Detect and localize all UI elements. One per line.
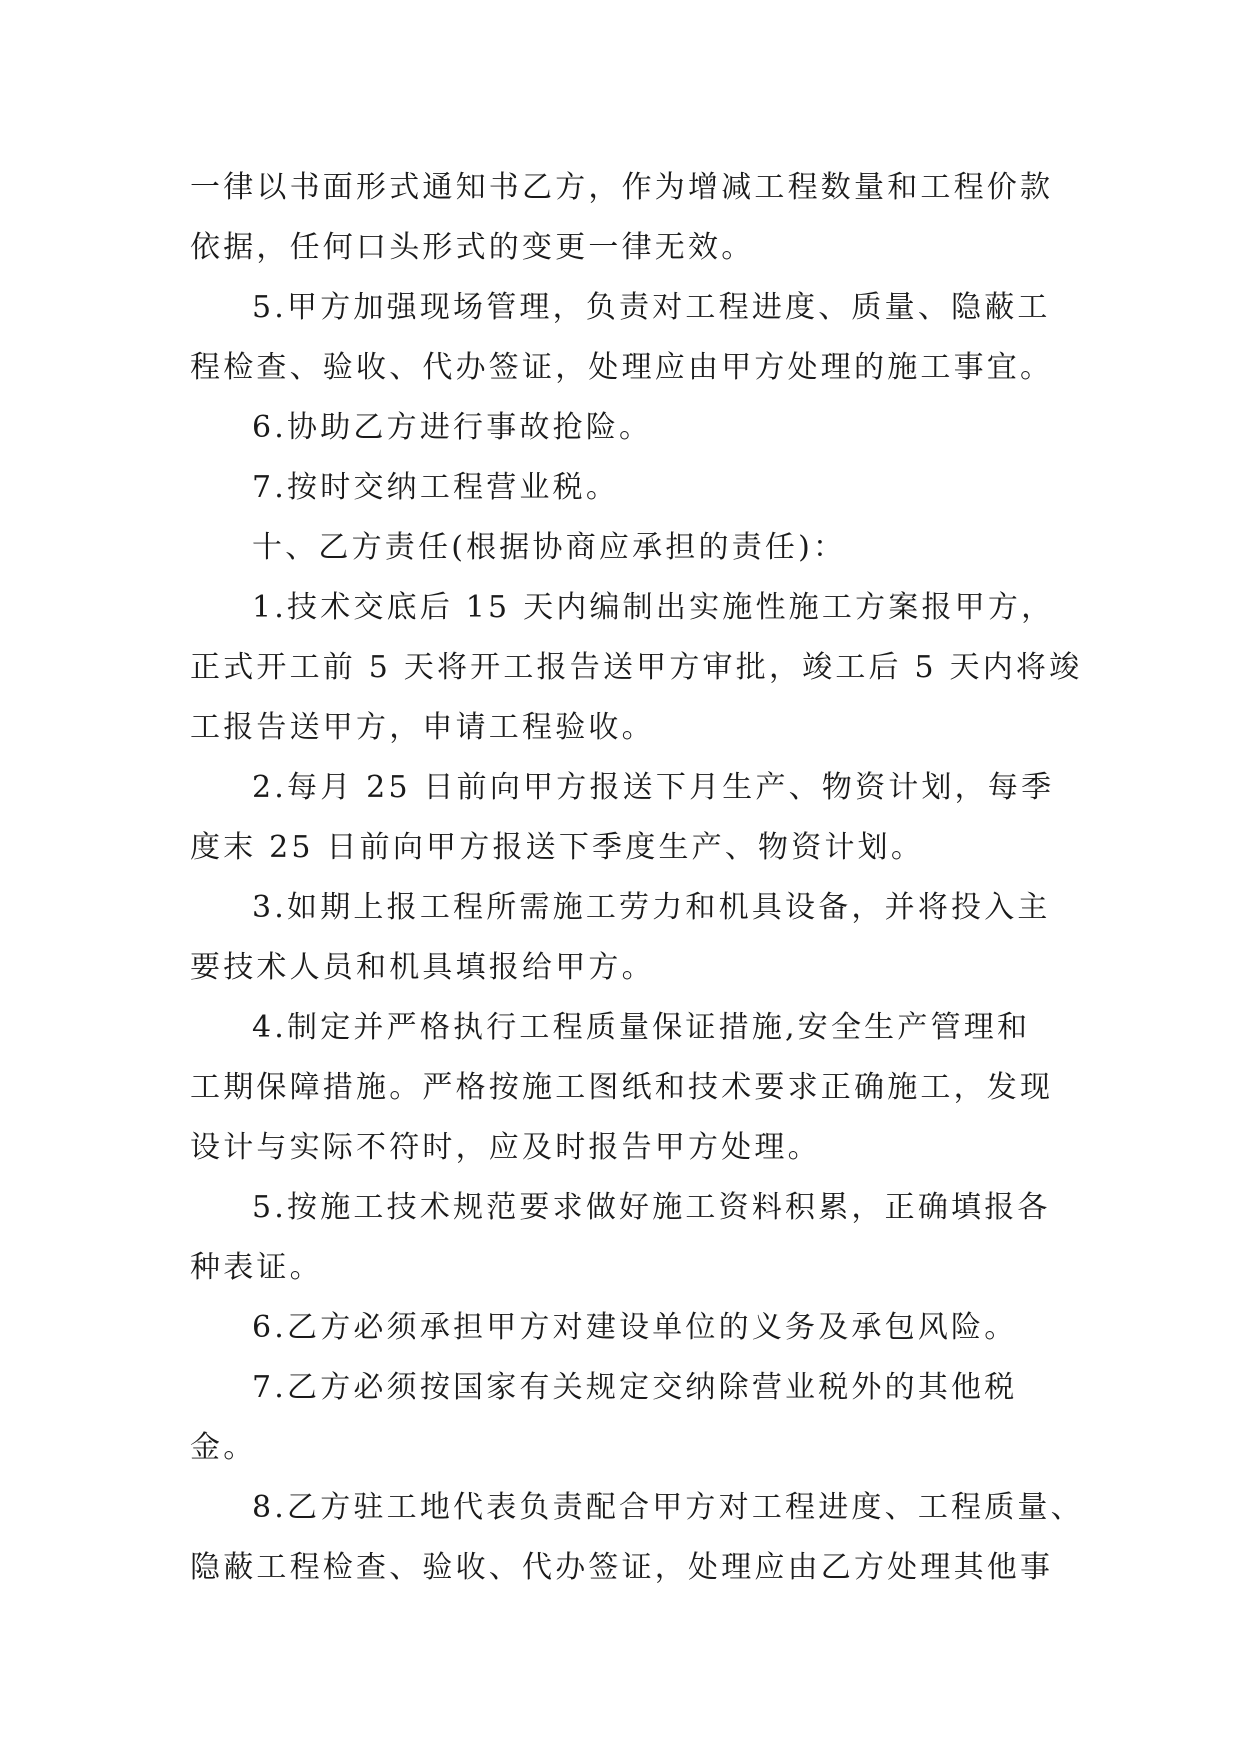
text-line: 1.技术交底后 15 天内编制出实施性施工方案报甲方， (252, 590, 1055, 625)
text-line: 金。 (190, 1430, 257, 1465)
paragraph-p-b8 (190, 1478, 1084, 1598)
text-line: 5.按施工技术规范要求做好施工资料积累，正确填报各 (252, 1190, 1051, 1225)
text-line: 7.按时交纳工程营业税。 (252, 470, 620, 505)
paragraph-p-b3 (190, 878, 1070, 998)
text-line: 3.如期上报工程所需施工劳力和机具设备，并将投入主 (252, 890, 1051, 925)
text-line: 依据，任何口头形式的变更一律无效。 (190, 230, 755, 265)
text-line: 7.乙方必须按国家有关规定交纳除营业税外的其他税 (252, 1370, 1018, 1405)
text-line: 隐蔽工程检查、验收、代办签证，处理应由乙方处理其他事 (190, 1550, 1054, 1585)
paragraph-p-b7 (190, 1358, 1070, 1478)
paragraph-p-b6 (190, 1298, 1070, 1358)
paragraph-p-a7 (190, 458, 1070, 518)
paragraph-p-a5 (190, 278, 1070, 398)
paragraph-p-b2 (190, 758, 1070, 878)
text-line: 设计与实际不符时，应及时报告甲方处理。 (190, 1130, 821, 1165)
text-line: 6.协助乙方进行事故抢险。 (252, 410, 653, 445)
document-body (190, 158, 1084, 1598)
text-line: 6.乙方必须承担甲方对建设单位的义务及承包风险。 (252, 1310, 1018, 1345)
text-line: 工报告送甲方，申请工程验收。 (190, 710, 655, 745)
text-line: 4.制定并严格执行工程质量保证措施,安全生产管理和 (252, 1010, 1031, 1045)
paragraph-p-a6 (190, 398, 1070, 458)
paragraph-p-cont-1 (190, 158, 1070, 278)
text-line: 工期保障措施。严格按施工图纸和技术要求正确施工，发现 (190, 1070, 1054, 1105)
text-line: 2.每月 25 日前向甲方报送下月生产、物资计划，每季 (252, 770, 1055, 805)
text-line: 程检查、验收、代办签证，处理应由甲方处理的施工事宜。 (190, 350, 1054, 385)
text-line: 正式开工前 5 天将开工报告送甲方审批，竣工后 5 天内将竣 (190, 650, 1083, 685)
text-line: 8.乙方驻工地代表负责配合甲方对工程进度、工程质量、 (252, 1490, 1084, 1525)
paragraph-p-b5 (190, 1178, 1070, 1298)
paragraph-p-heading-10 (190, 518, 1070, 578)
text-line: 要技术人员和机具填报给甲方。 (190, 950, 655, 985)
text-line: 5.甲方加强现场管理，负责对工程进度、质量、隐蔽工 (252, 290, 1051, 325)
text-line: 度末 25 日前向甲方报送下季度生产、物资计划。 (190, 830, 925, 865)
text-line: 一律以书面形式通知书乙方，作为增减工程数量和工程价款 (190, 170, 1054, 205)
text-line: 种表证。 (190, 1250, 323, 1285)
paragraph-p-b4 (190, 998, 1070, 1178)
text-line: 十、乙方责任(根据协商应承担的责任)： (252, 530, 847, 565)
paragraph-p-b1 (190, 578, 1083, 758)
